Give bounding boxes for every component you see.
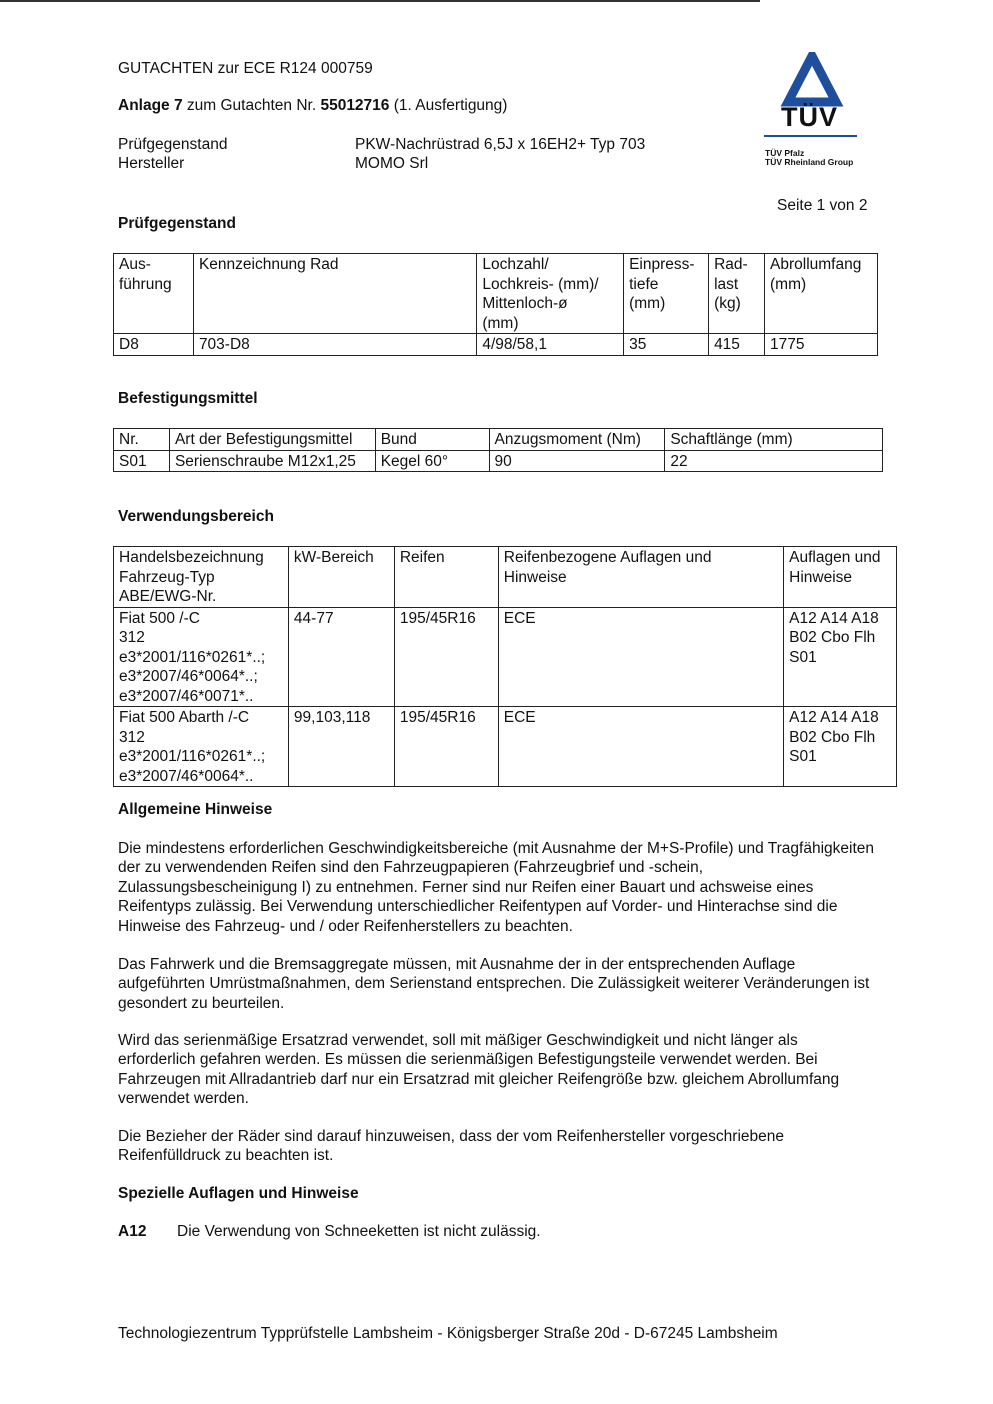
table-cell: 90 <box>489 450 665 472</box>
table-header-cell: kW-Bereich <box>288 547 394 608</box>
section-verwendungsbereich-title: Verwendungsbereich <box>118 508 274 525</box>
table-header-cell: Bund <box>375 429 489 451</box>
table-header-row <box>114 254 878 334</box>
section-spezielle-auflagen-title: Spezielle Auflagen und Hinweise <box>118 1185 359 1202</box>
paragraph: Die mindestens erforderlichen Geschwindigkeitsbereiche (mit Ausnahme der M+S-Profile) und Tragfähigkeiten der zu verwendenden Reifen sind den Fahrzeugpapieren (Fahrzeugbrief und -schein, Zulassungsbescheinigung I) zu entnehmen. Ferner sind nur Reifen einer Bauart und achsweise eines Reifentyps zulässig. Bei Verwendung unterschiedlicher Reifentypen auf Vorder- und Hinterachse sind die Hinweise des Fahrzeug- und / oder Reifenherstellers zu beachten. <box>118 840 874 935</box>
tuev-logo-text: TÜV <box>781 102 838 132</box>
table-header-cell: Nr. <box>114 429 170 451</box>
table-header-cell: Kennzeichnung Rad <box>193 254 476 334</box>
table-row <box>114 334 878 356</box>
table-cell: 415 <box>709 334 765 356</box>
anlage-mid: zum Gutachten Nr. <box>182 97 321 114</box>
table-row <box>114 450 883 472</box>
table-header-cell: Einpress- tiefe (mm) <box>624 254 709 334</box>
table-cell: S01 <box>114 450 170 472</box>
table-header-cell: Anzugsmoment (Nm) <box>489 429 665 451</box>
gutachten-number: 55012716 <box>320 97 390 114</box>
table-header-row <box>114 429 883 451</box>
table-cell: 35 <box>624 334 709 356</box>
table-header-cell: Aus- führung <box>114 254 194 334</box>
pruefgegenstand-label: Prüfgegenstand <box>118 136 228 153</box>
table-header-row <box>114 547 897 608</box>
footer-text: Technologiezentrum Typprüfstelle Lambsheim - Königsberger Straße 20d - D-67245 Lambsheim <box>118 1325 778 1342</box>
table-cell: 195/45R16 <box>394 607 498 707</box>
befestigungsmittel-table <box>113 428 883 472</box>
table-cell: 1775 <box>765 334 878 356</box>
table-cell: ECE <box>498 607 783 707</box>
section-allgemeine-hinweise-title: Allgemeine Hinweise <box>118 801 273 818</box>
table-header-cell: Auflagen und Hinweise <box>784 547 897 608</box>
paragraph: Wird das serienmäßige Ersatzrad verwendet, soll mit mäßiger Geschwindigkeit und nicht länger als erforderlich gefahren werden. Es müssen die serienmäßigen Befestigungsteile verwendet werden. Bei Fahrzeugen mit Allradantrieb darf nur ein Ersatzrad mit gleicher Reifengröße bzw. gleichem Abrollumfang verwendet werden. <box>118 1032 840 1108</box>
table-header-cell: Reifenbezogene Auflagen und Hinweise <box>498 547 783 608</box>
table-cell: 195/45R16 <box>394 707 498 787</box>
footer-divider <box>0 1 760 2</box>
document-title: GUTACHTEN zur ECE R124 000759 <box>118 60 373 77</box>
table-cell: Fiat 500 /-C 312 e3*2001/116*0261*..; e3*2007/46*0064*..; e3*2007/46*0071*.. <box>114 607 289 707</box>
table-cell: 22 <box>665 450 883 472</box>
table-cell: D8 <box>114 334 194 356</box>
table-cell: A12 A14 A18 B02 Cbo Flh S01 <box>784 607 897 707</box>
table-cell: 44-77 <box>288 607 394 707</box>
table-header-cell: Handelsbezeichnung Fahrzeug-Typ ABE/EWG-Nr. <box>114 547 289 608</box>
table-header-cell: Schaftlänge (mm) <box>665 429 883 451</box>
tuev-logo-sub2: TÜV Rheinland Group <box>765 157 854 167</box>
table-cell: Serienschraube M12x1,25 <box>169 450 375 472</box>
page-indicator: Seite 1 von 2 <box>777 197 868 214</box>
anlage-line <box>118 97 507 115</box>
paragraph: Die Bezieher der Räder sind darauf hinzuweisen, dass der vom Reifenhersteller vorgeschriebene Reifenfülldruck zu beachten ist. <box>118 1128 784 1165</box>
paragraph: Das Fahrwerk und die Bremsaggregate müssen, mit Ausnahme der in der entsprechenden Auflage aufgeführten Umrüstmaßnahmen, dem Serienstand entsprechen. Die Zulässigkeit weiterer Veränderungen ist gesondert zu beurteilen. <box>118 956 870 1012</box>
table-row <box>114 607 897 707</box>
pruefgegenstand-table <box>113 253 878 356</box>
table-header-cell: Lochzahl/ Lochkreis- (mm)/ Mittenloch-ø (mm) <box>477 254 624 334</box>
table-header-cell: Abrollumfang (mm) <box>765 254 878 334</box>
table-header-cell: Reifen <box>394 547 498 608</box>
tuev-logo-line <box>764 135 857 137</box>
verwendungsbereich-table <box>113 546 897 787</box>
table-cell: Fiat 500 Abarth /-C 312 e3*2001/116*0261*..; e3*2007/46*0064*.. <box>114 707 289 787</box>
table-header-cell: Rad- last (kg) <box>709 254 765 334</box>
anlage-label: Anlage 7 <box>118 97 183 114</box>
anlage-suffix: (1. Ausfertigung) <box>389 97 508 114</box>
hersteller-value: MOMO Srl <box>355 155 429 172</box>
tuev-logo <box>762 52 862 177</box>
section-pruefgegenstand-title: Prüfgegenstand <box>118 215 236 232</box>
table-row <box>114 707 897 787</box>
table-cell: 4/98/58,1 <box>477 334 624 356</box>
table-header-cell: Art der Befestigungsmittel <box>169 429 375 451</box>
auflage-text: Die Verwendung von Schneeketten ist nicht zulässig. <box>177 1223 541 1240</box>
hersteller-label: Hersteller <box>118 155 185 172</box>
tuev-logo-sub1: TÜV Pfalz <box>765 148 805 158</box>
table-cell: A12 A14 A18 B02 Cbo Flh S01 <box>784 707 897 787</box>
table-cell: 99,103,118 <box>288 707 394 787</box>
pruefgegenstand-value: PKW-Nachrüstrad 6,5J x 16EH2+ Typ 703 <box>355 136 646 153</box>
table-cell: 703-D8 <box>193 334 476 356</box>
table-cell: Kegel 60° <box>375 450 489 472</box>
auflage-code: A12 <box>118 1223 147 1240</box>
section-befestigungsmittel-title: Befestigungsmittel <box>118 390 258 407</box>
table-cell: ECE <box>498 707 783 787</box>
